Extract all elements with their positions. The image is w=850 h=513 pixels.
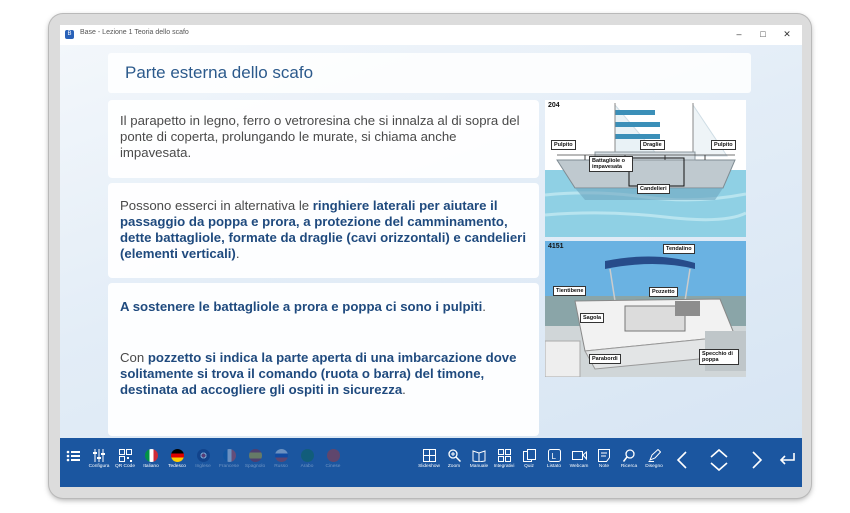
toolbar-label: Slideshow [418,464,440,469]
language-russo-button[interactable] [268,448,294,469]
language-inglese-button[interactable] [190,448,216,469]
label-candelieri: Candelieri [637,184,670,194]
panel-text: Il parapetto in legno, ferro o vetroresina che si innalza al di sopra del ponte di coperta, prolungando le murate, si chiama anche impavesata. [120,113,520,160]
app-window [60,25,802,487]
draw-icon [641,448,667,463]
return-button[interactable] [777,451,797,471]
slide-title: Parte esterna dello scafo [125,63,314,82]
panel-text-highlight: pozzetto si indica la parte aperta di una imbarcazione dove solitamente si trova il comando (ruota o barra) del timone, destinata ad accogliere gli ospiti in sicurezza [120,350,517,397]
configura-button[interactable] [86,448,112,469]
list-icon [541,448,567,463]
return-arrow-icon [778,451,796,467]
toolbar-label: Arabo [300,464,314,469]
language-tedesco-button[interactable] [164,448,190,469]
panel-text-plain: . [482,299,486,314]
next-slide-button[interactable] [747,451,767,473]
grid-icon [416,448,442,463]
label-sagola: Sagola [580,313,604,323]
panel-text-pulpiti [120,299,532,315]
search-icon [616,448,642,463]
label-draglie: Draglie [640,140,665,150]
toolbar-label: Manuale [469,464,489,469]
language-cinese-button[interactable] [320,448,346,469]
toolbar-label: Listato [546,464,562,469]
panel-text-highlight: A sostenere le battagliole a prora e poppa ci sono i pulpiti [120,299,483,314]
manuale-button[interactable] [466,448,492,469]
minimize-button[interactable]: – [736,29,742,39]
webcam-button[interactable] [566,448,592,469]
text-panel-parapetto [108,100,539,178]
title-bar [60,25,802,46]
chevron-left-icon [676,451,688,469]
panel-text-plain: Possono esserci in alternativa le [120,198,313,213]
toolbar-label: Inglese [195,464,211,469]
label-pozzetto: Pozzetto [649,287,678,297]
label-parabordi: Parabordi [589,354,621,364]
panel-text-plain: . [402,382,406,397]
language-spagnolo-button[interactable] [242,448,268,469]
flag-germany-icon [171,449,184,462]
flag-russia-icon [275,449,288,462]
toolbar-label: Ricerca [620,464,638,469]
sailboat-image[interactable] [545,100,746,237]
slide-area [60,45,802,438]
zoom-button[interactable] [441,448,467,469]
sailboat-illustration [545,100,746,237]
panel-text-pozzetto [120,350,532,398]
slideshow-button[interactable] [416,448,442,469]
panel-text-highlight: ringhiere laterali per aiutare il passaggio da poppa e prora, a protezione del camminamento, dette battagliole, formate da draglie (cavi orizzontali) e candelieri (elementi verticali) [120,198,526,261]
toolbar-label: Note [598,464,610,469]
label-battagliole: Battagliole o impavesata [589,156,633,172]
flag-italy-icon [145,449,158,462]
note-icon [591,448,617,463]
quiz-button[interactable] [516,448,542,469]
book-icon [466,448,492,463]
app-icon: B [65,30,74,39]
label-tientibene: Tientibene [553,286,586,296]
toolbar-label: Disegno [645,464,663,469]
integrativi-button[interactable] [491,448,517,469]
flag-arabic-icon [301,449,314,462]
slide-heading-bar [108,53,751,93]
label-specchio-di-poppa: Specchio di poppa [699,349,739,365]
toolbar-label: Russo [274,464,288,469]
motorboat-image[interactable] [545,241,746,377]
note-button[interactable] [591,448,617,469]
text-panel-battagliole [108,183,539,278]
image-number: 204 [548,102,560,109]
close-button[interactable]: ✕ [783,29,791,39]
toolbar-label: Zoom [447,464,461,469]
toolbar-label: Configura [88,464,110,469]
toolbar-label: Italiano [143,464,159,469]
toolbar-label: Integrativi [493,464,515,469]
window-title: Base - Lezione 1 Teoria dello scafo [80,29,189,36]
previous-slide-button[interactable] [672,451,692,473]
quiz-icon [516,448,542,463]
expand-collapse-button[interactable] [709,448,729,476]
text-panel-pulpiti-pozzetto [108,283,539,436]
language-arabo-button[interactable] [294,448,320,469]
label-pulpito-prora: Pulpito [551,140,576,150]
qr-code-icon [112,448,138,463]
panel-text-plain: Con [120,350,148,365]
menu-list-icon [60,448,86,463]
label-tendalino: Tendalino [663,244,695,254]
ricerca-button[interactable] [616,448,642,469]
toolbar-label: QR Code [115,464,135,469]
language-italiano-button[interactable] [138,448,164,469]
image-number: 4151 [548,243,564,250]
menu-button[interactable] [60,448,86,464]
sliders-icon [86,448,112,463]
label-pulpito-poppa: Pulpito [711,140,736,150]
flag-spain-icon [249,449,262,462]
listato-button[interactable] [541,448,567,469]
bottom-toolbar [60,438,802,487]
zoom-icon [441,448,467,463]
toolbar-label: Webcam [569,464,589,469]
panel-text [120,198,532,262]
toolbar-label: Quiz [524,464,534,469]
panel-text-plain: . [235,246,240,261]
extras-icon [491,448,517,463]
chevron-right-icon [751,451,763,469]
toolbar-label: Spagnolo [244,464,266,469]
maximize-button[interactable]: □ [760,29,766,39]
disegno-button[interactable] [641,448,667,469]
flag-france-icon [223,449,236,462]
language-francese-button[interactable] [216,448,242,469]
toolbar-label: Cinese [325,464,341,469]
toolbar-label: Francese [219,464,239,469]
svg-text:L: L [551,452,556,461]
webcam-icon [566,448,592,463]
flag-china-icon [327,449,340,462]
toolbar-label: Tedesco [168,464,186,469]
qr-code-button[interactable] [112,448,138,469]
chevron-up-down-icon [710,448,728,472]
flag-uk-icon [197,449,210,462]
